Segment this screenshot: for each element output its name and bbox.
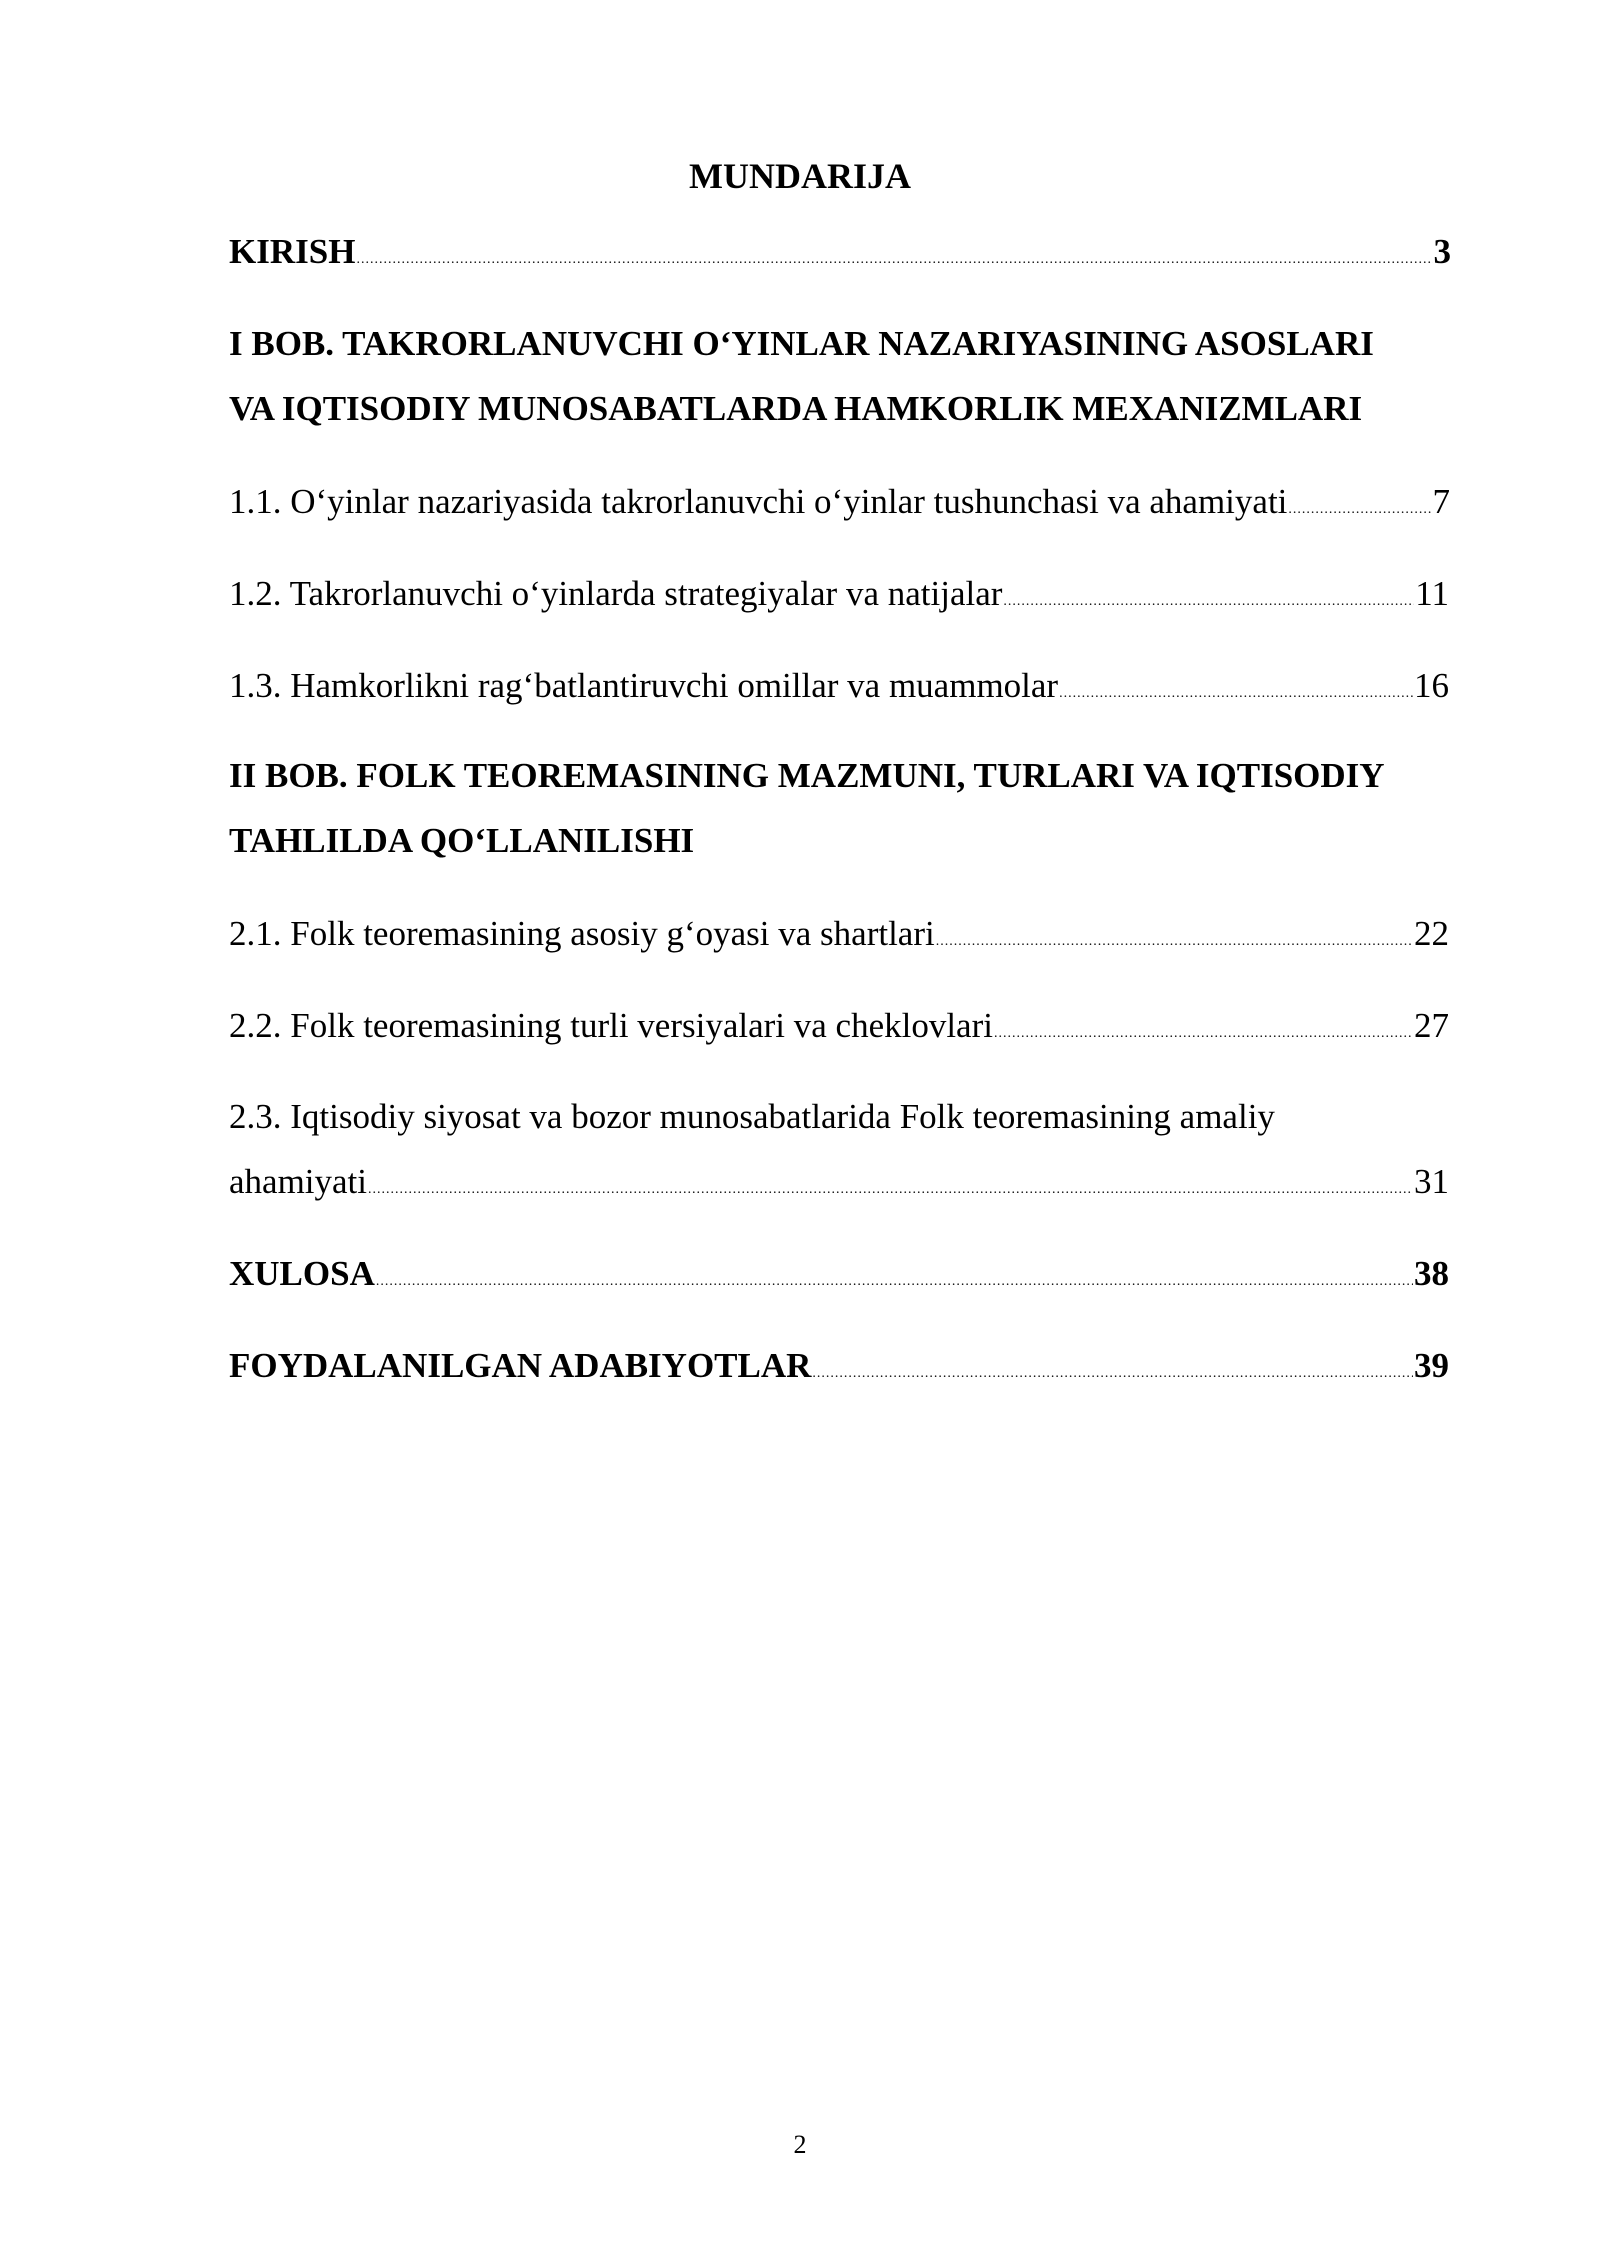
chapter-heading-line-2: TAHLILDA QO‘LLANILISHI [229, 821, 695, 860]
dot-leader [994, 1008, 1413, 1060]
toc-entry-page: 22 [1414, 914, 1449, 953]
toc-entry-2-1[interactable] [229, 908, 1449, 968]
toc-entry-label: 2.2. Folk teoremasining turli versiyalari va cheklovlari [229, 1006, 993, 1045]
toc-entry-2-3[interactable] [229, 1091, 1449, 1216]
toc-entry-page: 38 [1414, 1254, 1449, 1293]
dot-leader [936, 916, 1413, 968]
toc-entry-conclusion[interactable] [229, 1248, 1449, 1308]
toc-entry-label: FOYDALANILGAN ADABIYOTLAR [229, 1346, 812, 1385]
toc-entry-label: 1.2. Takrorlanuvchi o‘yinlarda strategiyalar va natijalar [229, 574, 1003, 613]
toc-entry-page: 31 [1414, 1162, 1449, 1201]
dot-leader [812, 1348, 1413, 1400]
toc-entry-label: 1.1. O‘yinlar nazariyasida takrorlanuvchi o‘yinlar tushunchasi va ahamiyati [229, 482, 1288, 521]
toc-entry-1-1[interactable] [229, 476, 1450, 536]
dot-leader [356, 234, 1432, 286]
dot-leader [368, 1164, 1413, 1216]
toc-entry-page: 11 [1415, 574, 1449, 613]
page-number: 2 [793, 2130, 807, 2159]
toc-entry-page: 16 [1414, 666, 1449, 705]
toc-entry-1-3[interactable] [229, 660, 1449, 720]
toc-title: MUNDARIJA [689, 156, 911, 196]
toc-entry-label: 2.1. Folk teoremasining asosiy g‘oyasi va shartlari [229, 914, 935, 953]
toc-entry-page: 3 [1433, 232, 1451, 271]
chapter-heading-line-1: I BOB. TAKRORLANUVCHI O‘YINLAR NAZARIYASINING ASOSLARI [229, 324, 1374, 363]
chapter-heading-line-2: VA IQTISODIY MUNOSABATLARDA HAMKORLIK MEXANIZMLARI [229, 389, 1363, 428]
toc-entry-label: KIRISH [229, 232, 356, 271]
toc-entry-intro[interactable] [229, 226, 1451, 286]
dot-leader [1003, 576, 1414, 628]
toc-entry-label-line-2: ahamiyati [229, 1162, 368, 1201]
dot-leader [1059, 668, 1413, 720]
toc-entry-label-line-1: 2.3. Iqtisodiy siyosat va bozor munosabatlarida Folk teoremasining amaliy [229, 1097, 1275, 1136]
toc-entry-1-2[interactable] [229, 568, 1449, 628]
dot-leader [1288, 484, 1431, 536]
toc-entry-label: XULOSA [229, 1254, 375, 1293]
toc-entry-references[interactable] [229, 1340, 1449, 1400]
toc-entry-page: 39 [1414, 1346, 1449, 1385]
toc-entry-page: 27 [1414, 1006, 1449, 1045]
chapter-heading-line-1: II BOB. FOLK TEOREMASINING MAZMUNI, TURLARI VA IQTISODIY [229, 756, 1385, 795]
toc-entry-page: 7 [1432, 482, 1450, 521]
dot-leader [376, 1256, 1413, 1308]
toc-entry-2-2[interactable] [229, 1000, 1449, 1060]
toc-chapter-2-heading[interactable] [229, 750, 1449, 867]
toc-chapter-1-heading[interactable] [229, 318, 1449, 435]
toc-entry-label: 1.3. Hamkorlikni rag‘batlantiruvchi omillar va muammolar [229, 666, 1059, 705]
